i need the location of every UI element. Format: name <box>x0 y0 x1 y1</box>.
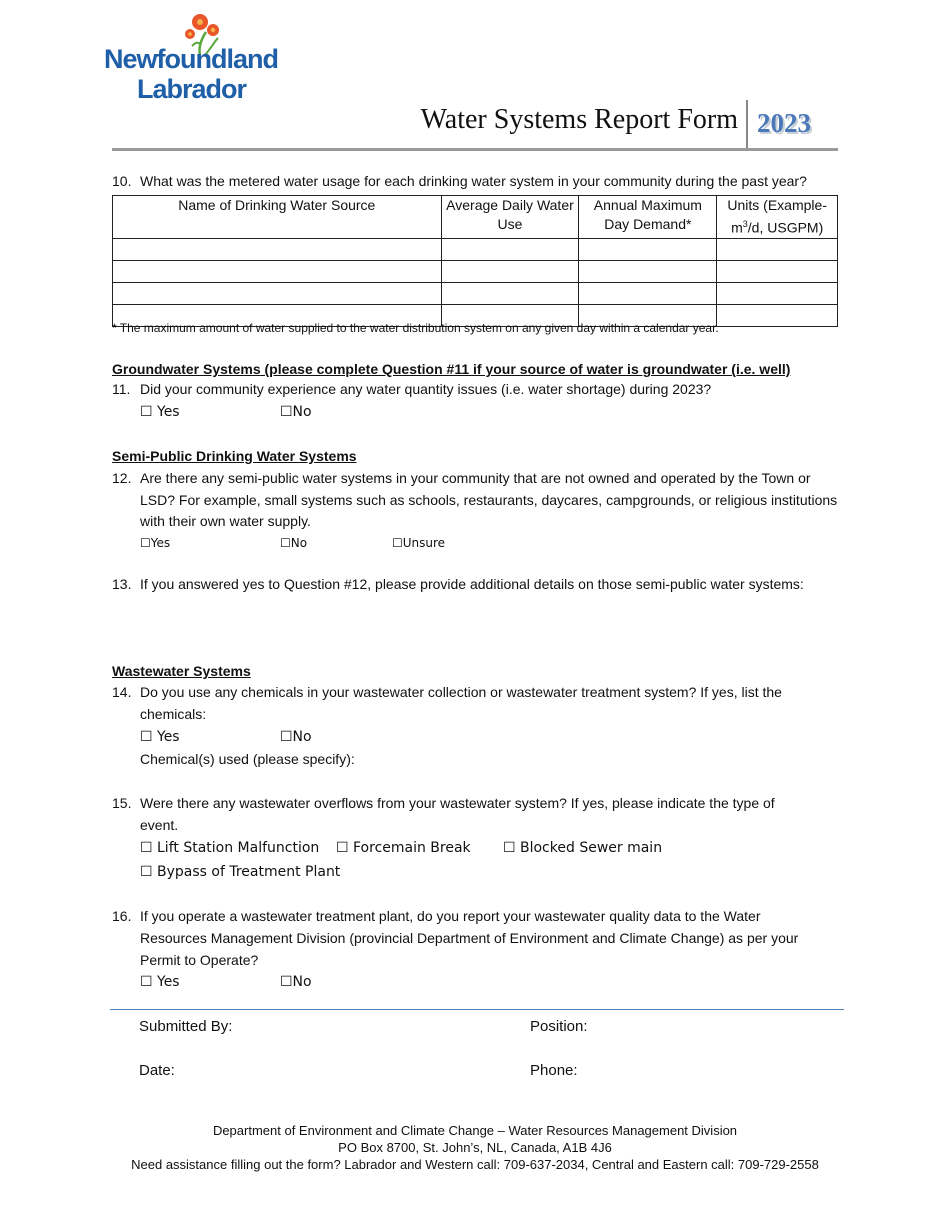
checkbox-lift-station-malfunction[interactable]: ☐ Lift Station Malfunction <box>140 840 320 856</box>
question-number: 15. <box>112 795 132 811</box>
table-cell-input[interactable] <box>441 238 579 260</box>
chemicals-specify-label: Chemical(s) used (please specify): <box>140 751 355 767</box>
phone-label: Phone: <box>530 1062 578 1079</box>
question-15-line-2: event. <box>140 817 179 833</box>
logo-text-labrador: Labrador <box>137 74 247 104</box>
table-row <box>113 260 838 282</box>
checkbox-yes[interactable]: ☐Yes <box>140 536 171 550</box>
table-cell-input[interactable] <box>579 238 717 260</box>
checkbox-bypass-treatment-plant[interactable]: ☐ Bypass of Treatment Plant <box>140 864 341 880</box>
units-header-m: m <box>731 219 743 236</box>
units-header-pre: Units (Example- <box>727 197 827 213</box>
checkbox-forcemain-break[interactable]: ☐ Forcemain Break <box>336 840 471 856</box>
section-heading-text: Groundwater Systems <box>112 361 261 377</box>
question-number: 10. <box>112 173 132 189</box>
question-16-line-3: Permit to Operate? <box>140 952 259 968</box>
question-number: 16. <box>112 908 132 924</box>
checkbox-yes[interactable]: ☐ Yes <box>140 729 180 745</box>
date-label: Date: <box>139 1062 175 1079</box>
checkbox-unsure[interactable]: ☐Unsure <box>392 536 446 550</box>
table-row <box>113 238 838 260</box>
submitted-by-label: Submitted By: <box>139 1018 233 1035</box>
footer-assistance: Need assistance filling out the form? Labrador and Western call: 709-637-2034, Central and Eastern call: 709-729-2558 <box>131 1157 819 1172</box>
units-header-post: /d, USGPM) <box>747 219 824 236</box>
table-header-row <box>113 196 838 239</box>
footer-address: PO Box 8700, St. John’s, NL, Canada, A1B 4J6 <box>338 1140 612 1155</box>
question-14-line-2: chemicals: <box>140 706 207 722</box>
position-label: Position: <box>530 1018 588 1035</box>
question-16-line-1: If you operate a wastewater treatment plant, do you report your wastewater quality data to the Water <box>140 908 761 924</box>
section-heading-wastewater: Wastewater Systems <box>112 663 251 679</box>
signature-divider <box>110 1009 844 1010</box>
units-header-sup: 3 <box>742 219 748 229</box>
question-12-line-2: LSD? For example, small systems such as schools, restaurants, daycares, campgrounds, or religious institutions <box>140 492 838 508</box>
column-header-units <box>717 196 838 239</box>
checkbox-no[interactable]: ☐No <box>280 729 312 745</box>
table-cell-input[interactable] <box>113 238 442 260</box>
column-header-max-day-demand: Annual Maximum Day Demand* <box>579 196 717 239</box>
question-number: 13. <box>112 576 132 592</box>
table-cell-input[interactable] <box>441 282 579 304</box>
checkbox-no[interactable]: ☐No <box>280 974 312 990</box>
table-cell-input[interactable] <box>113 260 442 282</box>
footer-department: Department of Environment and Climate Change – Water Resources Management Division <box>212 1123 738 1138</box>
table-cell-input[interactable] <box>717 282 838 304</box>
logo-text-newfoundland: Newfoundland <box>104 44 278 74</box>
form-year: 2023 <box>757 108 811 138</box>
question-number: 12. <box>112 470 132 486</box>
water-usage-table <box>112 195 838 327</box>
question-number: 11. <box>112 381 131 397</box>
table-cell-input[interactable] <box>717 238 838 260</box>
table-cell-input[interactable] <box>113 282 442 304</box>
checkbox-yes[interactable]: ☐ Yes <box>140 974 180 990</box>
table-cell-input[interactable] <box>579 260 717 282</box>
table-cell-input[interactable] <box>441 260 579 282</box>
checkbox-yes[interactable]: ☐ Yes <box>140 404 180 420</box>
table-cell-input[interactable] <box>579 282 717 304</box>
question-11-text: Did your community experience any water quantity issues (i.e. water shortage) during 2023? <box>140 381 712 397</box>
question-15-line-1: Were there any wastewater overflows from your wastewater system? If yes, please indicate the type of <box>140 795 775 811</box>
nl-logo <box>104 12 289 104</box>
question-16-line-2: Resources Management Division (provincial Department of Environment and Climate Change) as per your <box>140 930 799 946</box>
checkbox-no[interactable]: ☐No <box>280 404 312 420</box>
section-heading-semi-public: Semi-Public Drinking Water Systems <box>112 448 357 464</box>
table-row <box>113 282 838 304</box>
column-header-average-daily: Average Daily Water Use <box>441 196 579 239</box>
question-10-text: What was the metered water usage for each drinking water system in your community during the past year? <box>140 173 807 189</box>
question-12-line-1: Are there any semi-public water systems in your community that are not owned and operated by the Town or <box>140 470 811 486</box>
checkbox-no[interactable]: ☐No <box>280 536 308 550</box>
question-number: 14. <box>112 684 132 700</box>
question-14-line-1: Do you use any chemicals in your wastewater collection or wastewater treatment system? If yes, list the <box>140 684 782 700</box>
checkbox-blocked-sewer-main[interactable]: ☐ Blocked Sewer main <box>503 840 663 856</box>
form-title: Water Systems Report Form <box>420 104 738 135</box>
table-cell-input[interactable] <box>717 260 838 282</box>
section-heading-groundwater <box>112 361 790 377</box>
question-13-text: If you answered yes to Question #12, please provide additional details on those semi-public water systems: <box>140 576 804 592</box>
question-12-line-3: with their own water supply. <box>140 513 311 529</box>
table-cell-input[interactable] <box>717 304 838 326</box>
header-rule <box>112 148 838 151</box>
table-footnote: * The maximum amount of water supplied to the water distribution system on any given day within a calendar year. <box>112 321 719 335</box>
title-divider <box>746 100 748 150</box>
column-header-source: Name of Drinking Water Source <box>113 196 442 239</box>
section-heading-note: (please complete Question #11 if your source of water is groundwater (i.e. well) <box>260 361 791 377</box>
